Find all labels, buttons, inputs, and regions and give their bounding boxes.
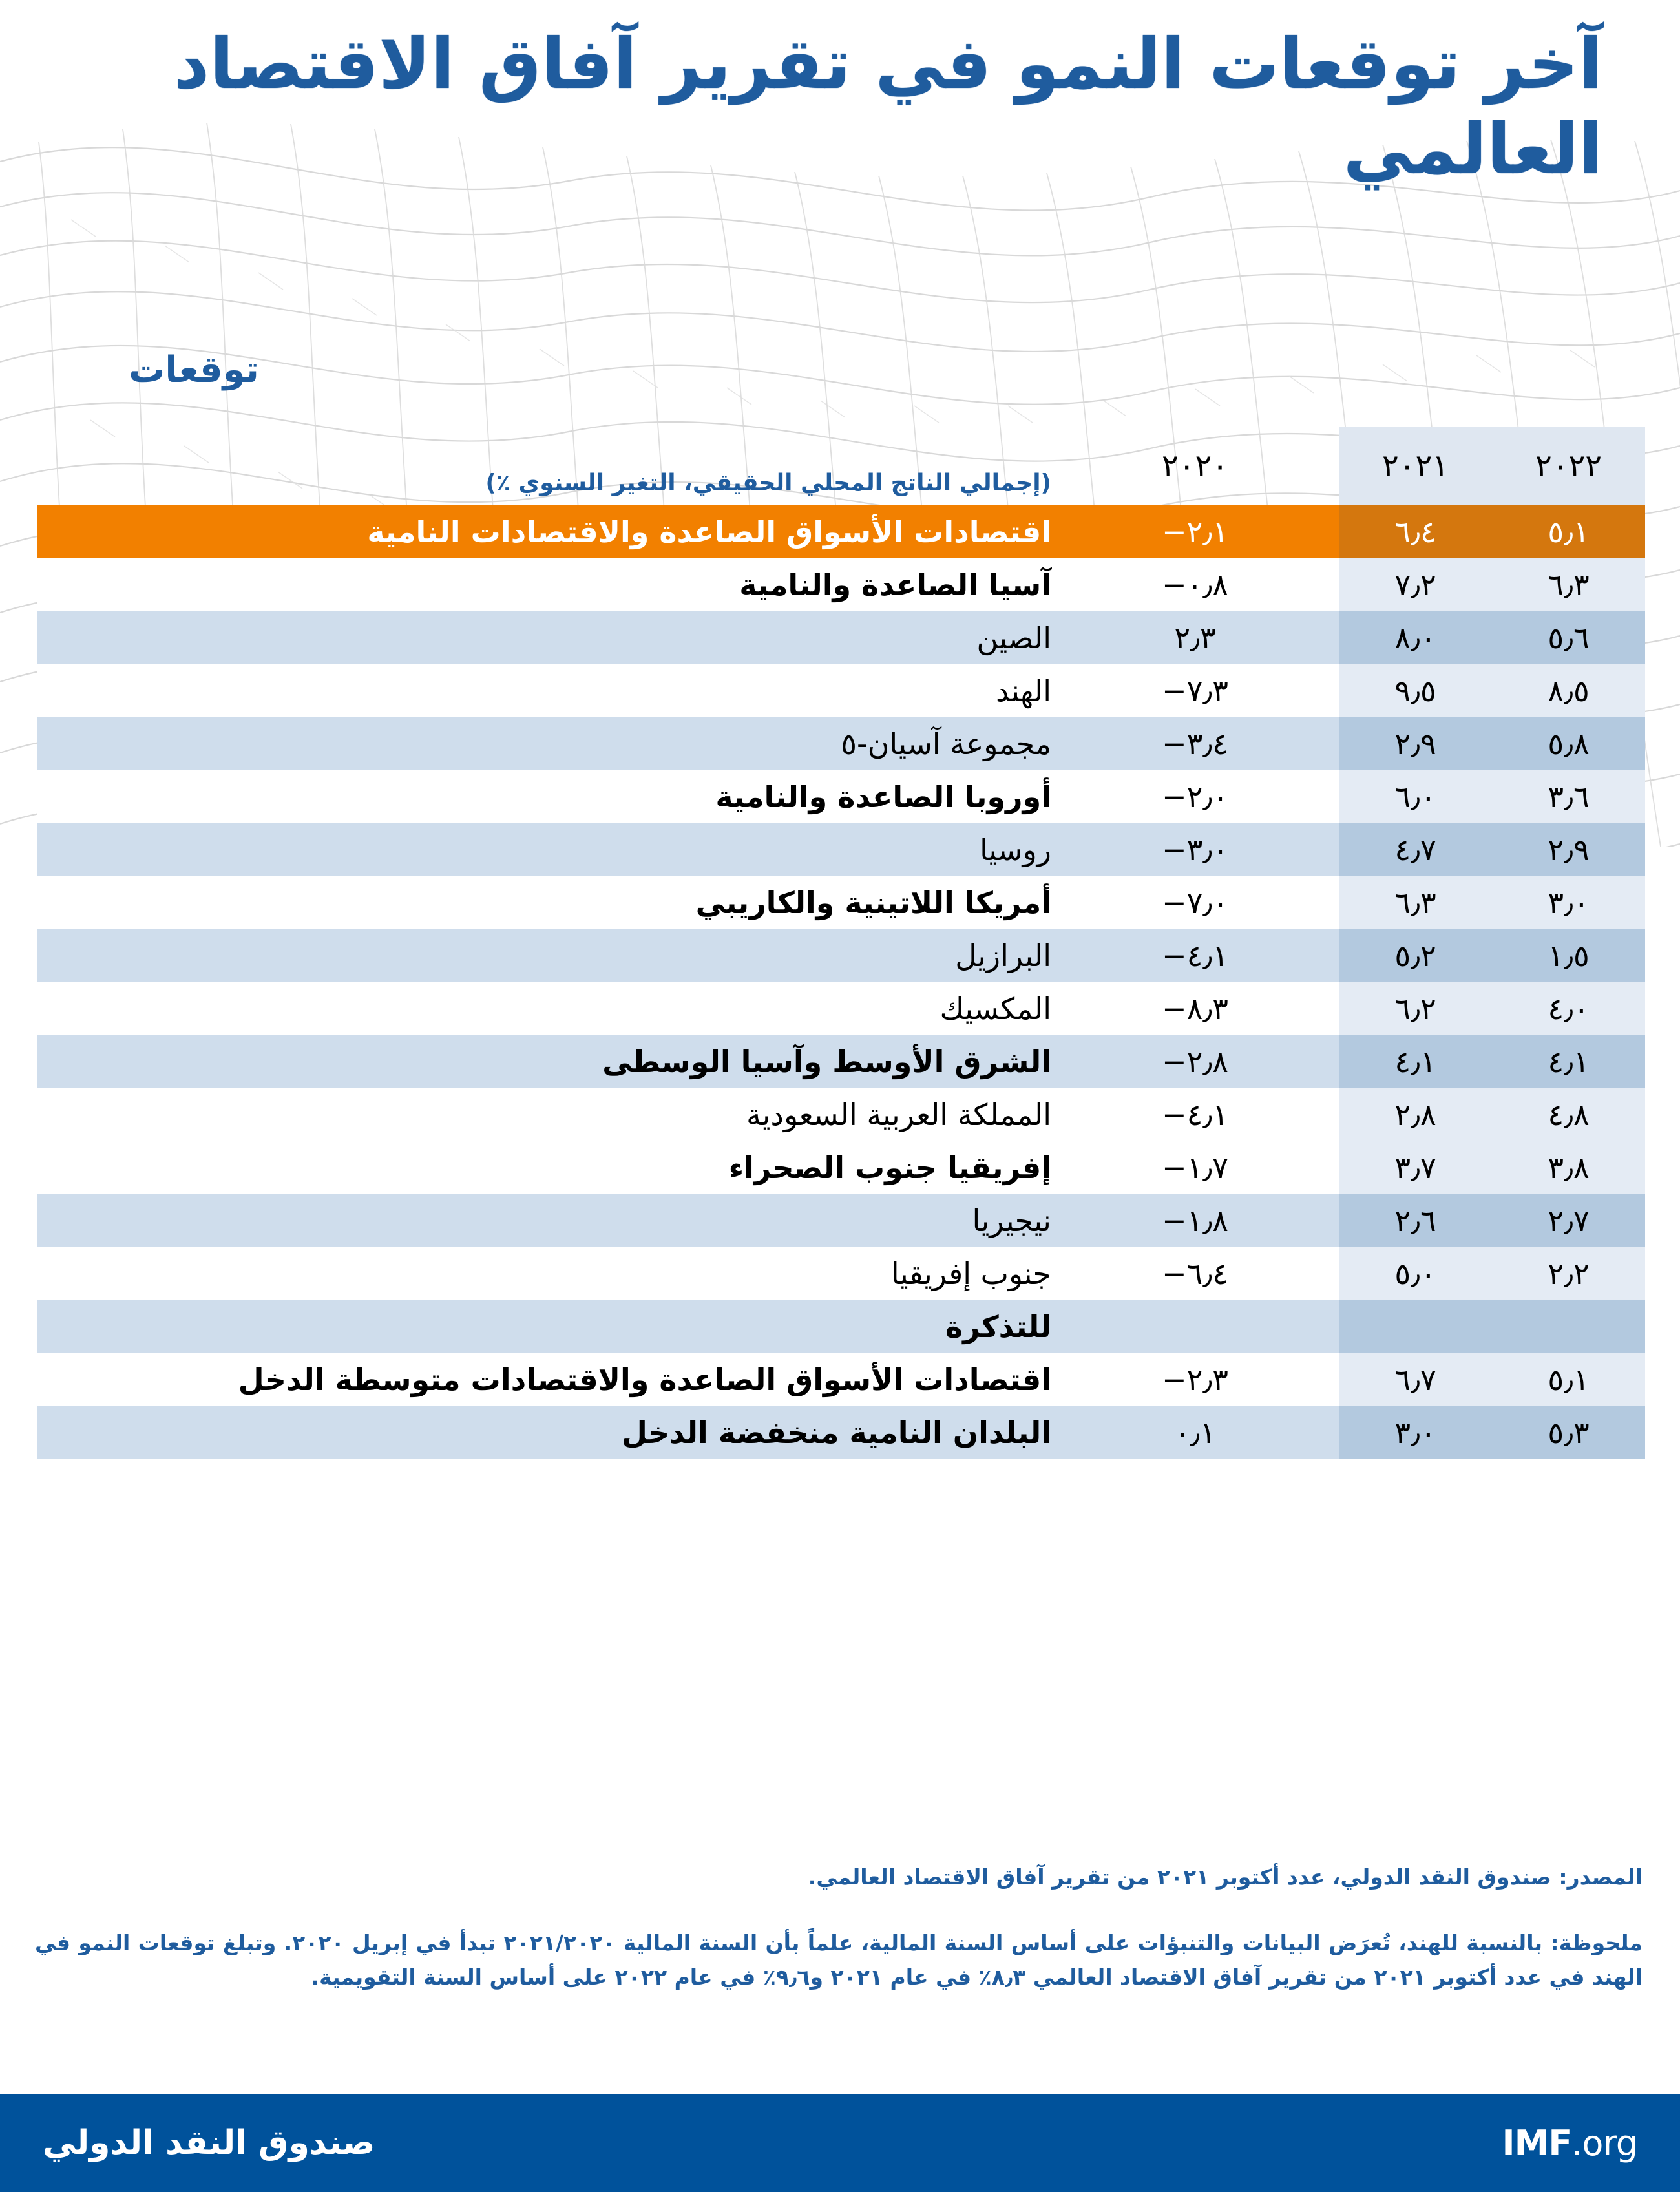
cell-2020 bbox=[1051, 1300, 1339, 1353]
cell-2020: ٢٫١− bbox=[1051, 505, 1339, 558]
row-label: الشرق الأوسط وآسيا الوسطى bbox=[37, 1035, 1051, 1088]
table-header-row bbox=[37, 427, 1645, 505]
cell-2021: ٦٫٢ bbox=[1339, 982, 1492, 1035]
cell-2021: ٨٫٠ bbox=[1339, 611, 1492, 664]
cell-2020: ٧٫٠− bbox=[1051, 876, 1339, 929]
cell-2021: ٦٫٧ bbox=[1339, 1353, 1492, 1406]
cell-2022: ٣٫٦ bbox=[1492, 770, 1645, 823]
column-header-2021: ٢٠٢١ bbox=[1339, 427, 1492, 505]
table-row bbox=[37, 1406, 1645, 1459]
cell-2020: ٦٫٤− bbox=[1051, 1247, 1339, 1300]
cell-2021: ٥٫٠ bbox=[1339, 1247, 1492, 1300]
table-row bbox=[37, 1088, 1645, 1141]
cell-2020: ٨٫٣− bbox=[1051, 982, 1339, 1035]
cell-2022: ٤٫٨ bbox=[1492, 1088, 1645, 1141]
forecast-caption: توقعات bbox=[129, 349, 259, 391]
table-row bbox=[37, 1141, 1645, 1194]
cell-2020: ٠٫١ bbox=[1051, 1406, 1339, 1459]
cell-2021: ٦٫٠ bbox=[1339, 770, 1492, 823]
dot-org-suffix: .org bbox=[1571, 2122, 1637, 2164]
cell-2022: ٤٫١ bbox=[1492, 1035, 1645, 1088]
cell-2020: ٢٫٣ bbox=[1051, 611, 1339, 664]
cell-2021: ٢٫٨ bbox=[1339, 1088, 1492, 1141]
row-label: اقتصادات الأسواق الصاعدة والاقتصادات متوسطة الدخل bbox=[37, 1353, 1051, 1406]
cell-2021: ٥٫٢ bbox=[1339, 929, 1492, 982]
table-row bbox=[37, 1035, 1645, 1088]
footer-bar bbox=[0, 2094, 1680, 2192]
row-label: اقتصادات الأسواق الصاعدة والاقتصادات النامية bbox=[37, 505, 1051, 558]
row-label: آسيا الصاعدة والنامية bbox=[37, 558, 1051, 611]
cell-2022: ٥٫٣ bbox=[1492, 1406, 1645, 1459]
row-label: جنوب إفريقيا bbox=[37, 1247, 1051, 1300]
cell-2021: ٣٫٠ bbox=[1339, 1406, 1492, 1459]
cell-2020: ٢٫٣− bbox=[1051, 1353, 1339, 1406]
cell-2022: ٢٫٩ bbox=[1492, 823, 1645, 876]
table-row bbox=[37, 823, 1645, 876]
cell-2022: ٥٫١ bbox=[1492, 1353, 1645, 1406]
cell-2022: ٨٫٥ bbox=[1492, 664, 1645, 717]
cell-2022: ٥٫٦ bbox=[1492, 611, 1645, 664]
table-row bbox=[37, 1300, 1645, 1353]
weo-table-container bbox=[37, 427, 1645, 1459]
row-label: الهند bbox=[37, 664, 1051, 717]
notes-block bbox=[35, 1861, 1643, 1994]
cell-2021: ٢٫٦ bbox=[1339, 1194, 1492, 1247]
cell-2020: ٧٫٣− bbox=[1051, 664, 1339, 717]
cell-2022: ٥٫٨ bbox=[1492, 717, 1645, 770]
page-title: آخر توقعات النمو في تقرير آفاق الاقتصاد العالمي bbox=[173, 24, 1602, 190]
table-row bbox=[37, 1353, 1645, 1406]
cell-2020: ٣٫٤− bbox=[1051, 717, 1339, 770]
cell-2022: ٢٫٧ bbox=[1492, 1194, 1645, 1247]
cell-2020: ٢٫٠− bbox=[1051, 770, 1339, 823]
table-row bbox=[37, 770, 1645, 823]
cell-2020: ٠٫٨− bbox=[1051, 558, 1339, 611]
table-row bbox=[37, 505, 1645, 558]
cell-2020: ٢٫٨− bbox=[1051, 1035, 1339, 1088]
cell-2022: ٣٫٨ bbox=[1492, 1141, 1645, 1194]
cell-2021: ٦٫٤ bbox=[1339, 505, 1492, 558]
cell-2020: ١٫٨− bbox=[1051, 1194, 1339, 1247]
cell-2021: ٤٫١ bbox=[1339, 1035, 1492, 1088]
table-row bbox=[37, 717, 1645, 770]
row-label: مجموعة آسيان-٥ bbox=[37, 717, 1051, 770]
imf-wordmark: IMF bbox=[1502, 2122, 1572, 2164]
cell-2022 bbox=[1492, 1300, 1645, 1353]
column-header-2020: ٢٠٢٠ bbox=[1161, 448, 1229, 484]
cell-2022: ١٫٥ bbox=[1492, 929, 1645, 982]
cell-2022: ٣٫٠ bbox=[1492, 876, 1645, 929]
cell-2021: ٩٫٥ bbox=[1339, 664, 1492, 717]
imf-org-logo[interactable] bbox=[1502, 2123, 1637, 2164]
row-label: المملكة العربية السعودية bbox=[37, 1088, 1051, 1141]
cell-2021: ٣٫٧ bbox=[1339, 1141, 1492, 1194]
cell-2022: ٤٫٠ bbox=[1492, 982, 1645, 1035]
table-row bbox=[37, 558, 1645, 611]
organization-name: صندوق النقد الدولي bbox=[43, 2124, 375, 2162]
table-row bbox=[37, 664, 1645, 717]
methodology-note: ملحوظة: بالنسبة للهند، تُعرَض البيانات والتنبؤات على أساس السنة المالية، علماً بأن السنة المالية ٢٠٢١/٢٠٢٠ تبدأ في إبريل ٢٠٢٠. وتبلغ توقعات النمو في الهند في عدد أكتوبر ٢٠٢١ من تقرير آفاق الاقتصاد العالمي ٨٫٣٪ في عام ٢٠٢١ و٩٫٦٪ في عام ٢٠٢٢ على أساس السنة التقويمية. bbox=[35, 1930, 1643, 1990]
cell-2021: ٧٫٢ bbox=[1339, 558, 1492, 611]
cell-2020: ٤٫١− bbox=[1051, 1088, 1339, 1141]
row-label: البرازيل bbox=[37, 929, 1051, 982]
cell-2020: ٣٫٠− bbox=[1051, 823, 1339, 876]
row-label: المكسيك bbox=[37, 982, 1051, 1035]
cell-2020: ١٫٧− bbox=[1051, 1141, 1339, 1194]
table-row bbox=[37, 1247, 1645, 1300]
row-label: أوروبا الصاعدة والنامية bbox=[37, 770, 1051, 823]
row-label: نيجيريا bbox=[37, 1194, 1051, 1247]
cell-2021 bbox=[1339, 1300, 1492, 1353]
row-label: أمريكا اللاتينية والكاريبي bbox=[37, 876, 1051, 929]
unit-header: (إجمالي الناتج المحلي الحقيقي، التغير السنوي ٪) bbox=[485, 470, 1051, 496]
table-row bbox=[37, 611, 1645, 664]
cell-2022: ٢٫٢ bbox=[1492, 1247, 1645, 1300]
cell-2021: ٤٫٧ bbox=[1339, 823, 1492, 876]
table-row bbox=[37, 982, 1645, 1035]
table-row bbox=[37, 1194, 1645, 1247]
row-label: إفريقيا جنوب الصحراء bbox=[37, 1141, 1051, 1194]
table-row bbox=[37, 929, 1645, 982]
cell-2022: ٥٫١ bbox=[1492, 505, 1645, 558]
cell-2021: ٦٫٣ bbox=[1339, 876, 1492, 929]
row-label: الصين bbox=[37, 611, 1051, 664]
row-label: روسيا bbox=[37, 823, 1051, 876]
cell-2021: ٢٫٩ bbox=[1339, 717, 1492, 770]
cell-2020: ٤٫١− bbox=[1051, 929, 1339, 982]
weo-growth-table bbox=[37, 427, 1645, 1459]
column-header-2022: ٢٠٢٢ bbox=[1492, 427, 1645, 505]
row-label: البلدان النامية منخفضة الدخل bbox=[37, 1406, 1051, 1459]
source-note: المصدر: صندوق النقد الدولي، عدد أكتوبر ٢٠٢١ من تقرير آفاق الاقتصاد العالمي. bbox=[808, 1864, 1643, 1890]
cell-2022: ٦٫٣ bbox=[1492, 558, 1645, 611]
table-row bbox=[37, 876, 1645, 929]
row-label: للتذكرة bbox=[37, 1300, 1051, 1353]
